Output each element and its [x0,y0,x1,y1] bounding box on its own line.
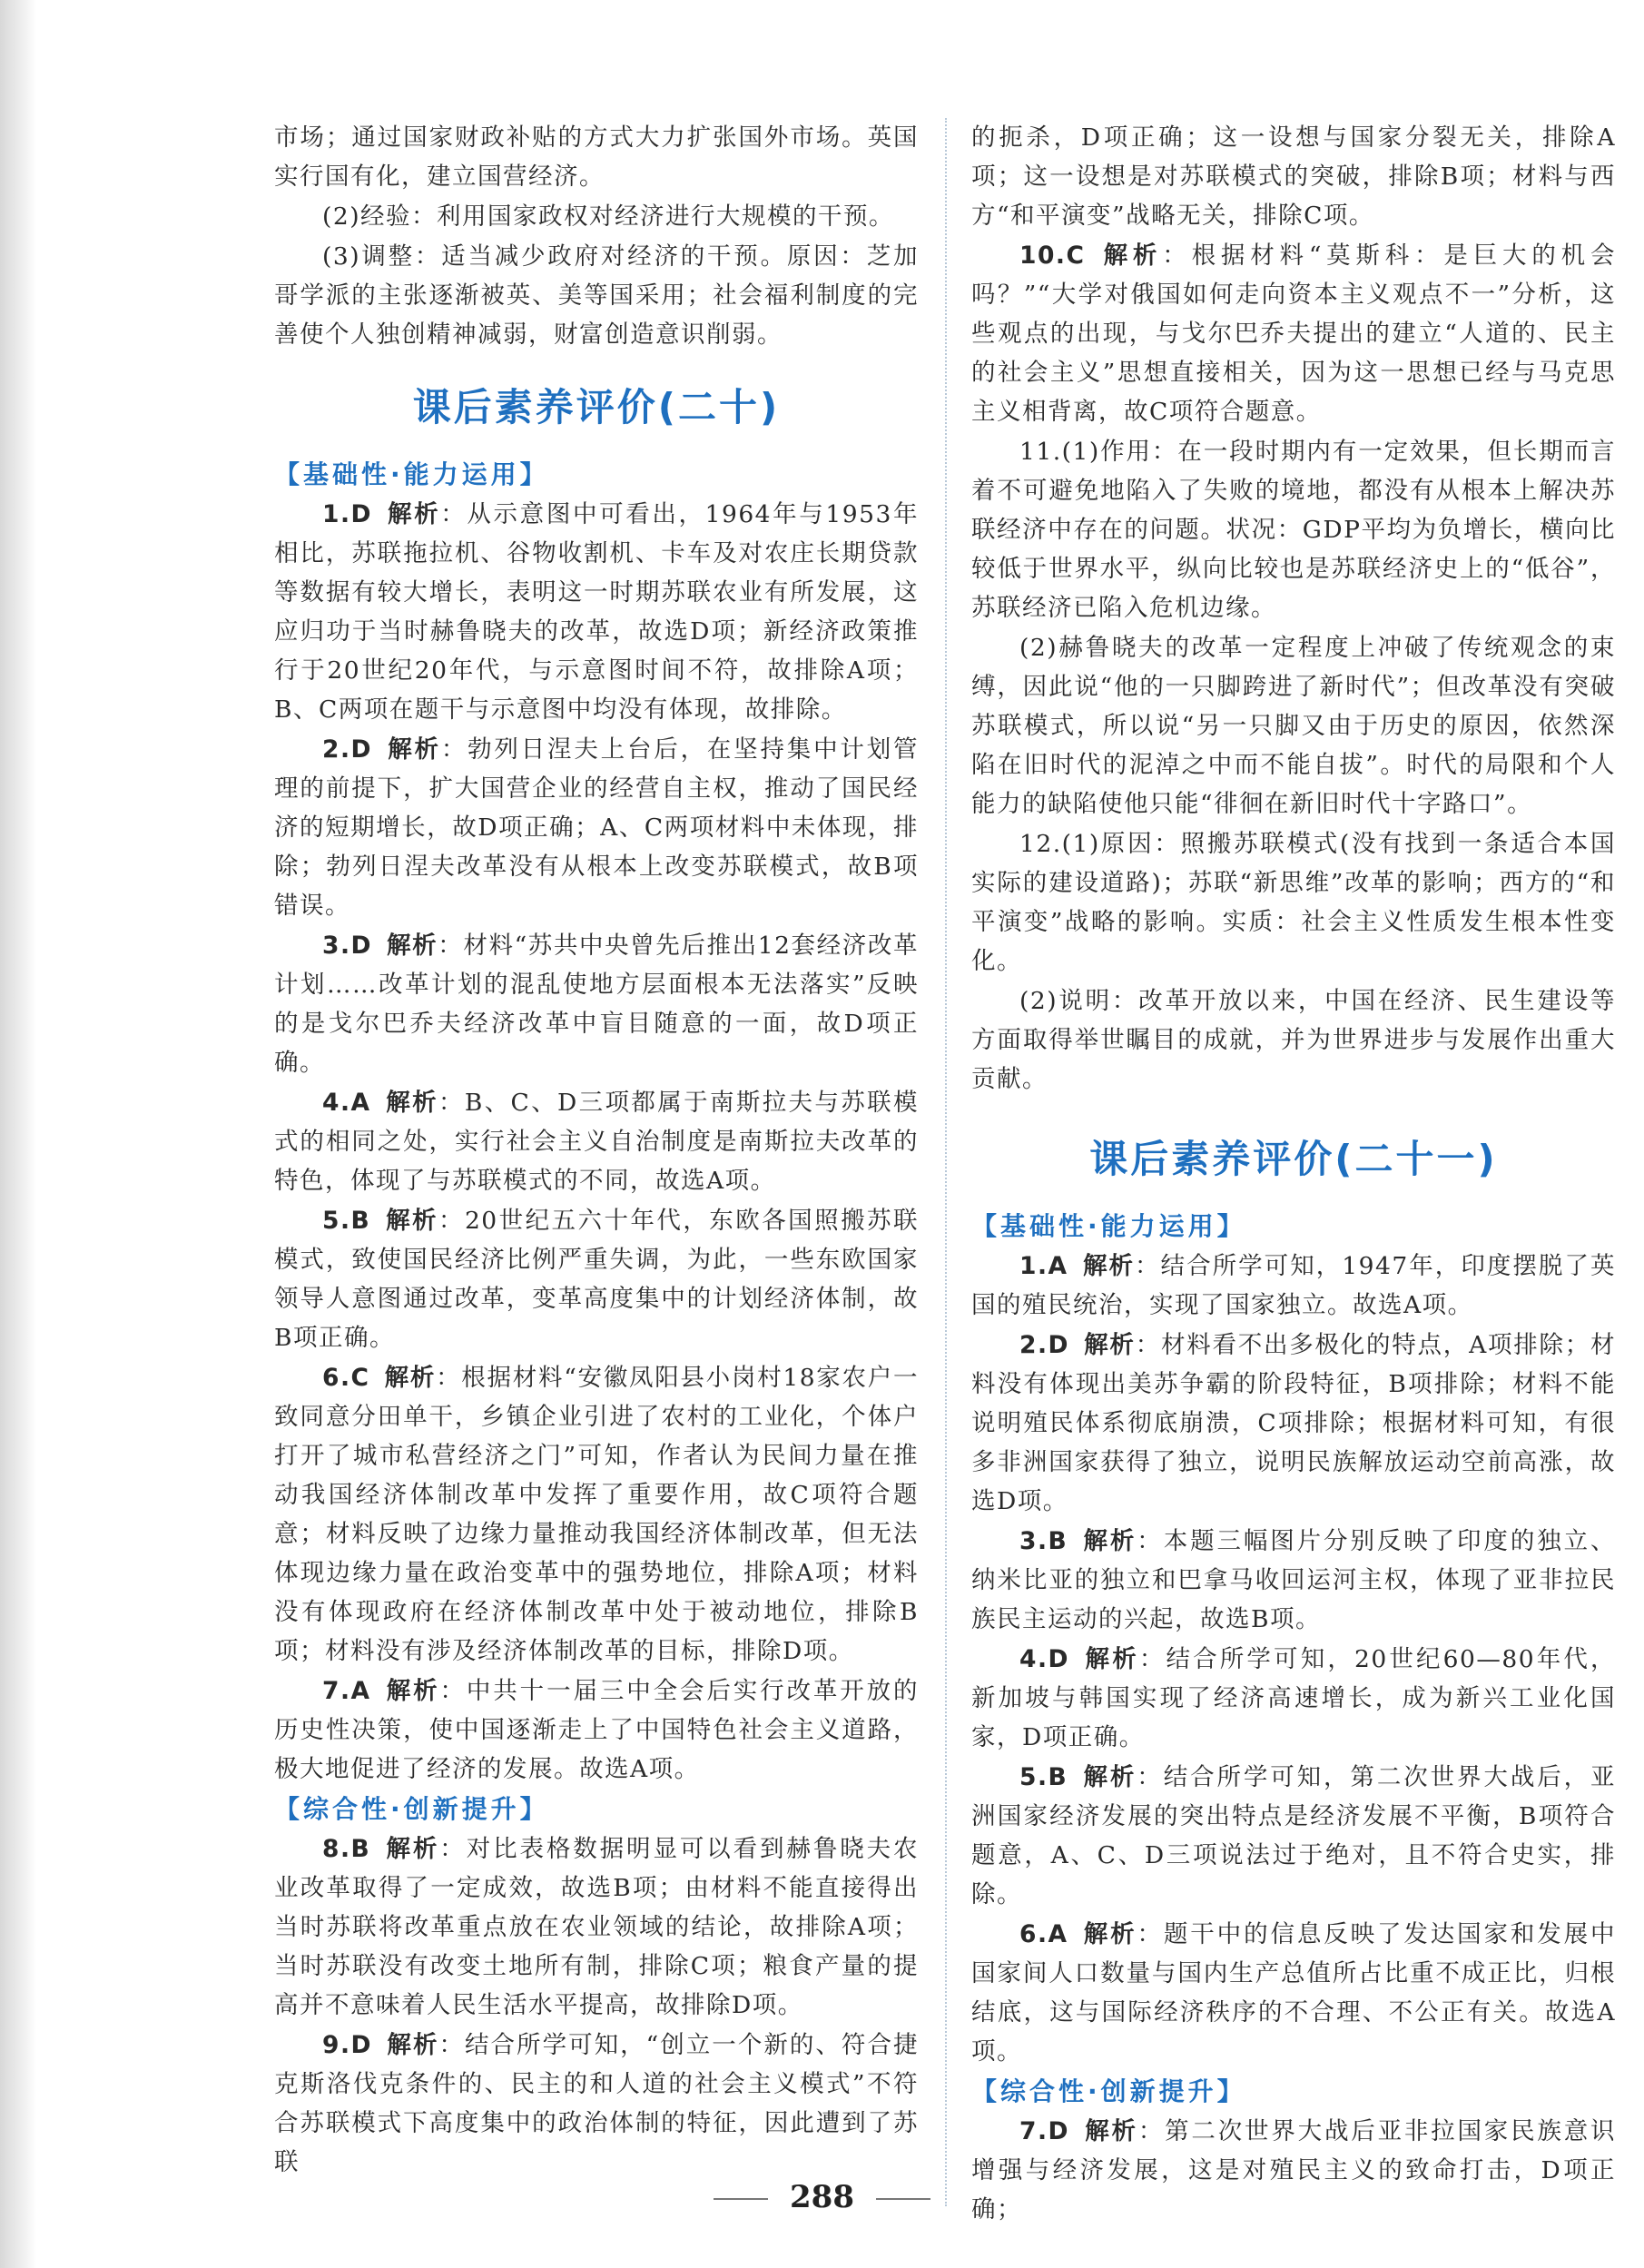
subsection-heading: 【综合性·创新提升】 [971,2076,1246,2106]
answer-paragraph: (2)赫鲁晓夫的改革一定程度上冲破了传统观念的束缚，因此说“他的一只脚跨进了新时代”；但改革没有突破苏联模式，所以说“另一只脚又由于历史的原因，依然深陷在旧时代的泥淖之中而不能自拔”。时代的局限和个人能力的缺陷使他只能“徘徊在新旧时代十字路口”。 [971,634,1616,818]
analysis-text: ：从示意图中可看出，1964年与1953年相比，苏联拖拉机、谷物收割机、卡车及对农庄长期贷款等数据有较大增长，表明这一时期苏联农业有所发展，这应归功于当时赫鲁晓夫的改革，故选D项；新经济政策推行于20世纪20年代，与示意图时间不符，故排除A项；B、C两项在题干与示意图中均没有体现，故排除。 [274,500,919,724]
answer-list [274,1829,919,2182]
analysis-label: 解析 [386,735,441,764]
analysis-label: 解析 [386,932,438,960]
analysis-text: ：结合所学可知，1947年，印度摆脱了英国的殖民统治，实现了国家独立。故选A项。 [971,1252,1616,1319]
analysis-text: ：勃列日涅夫上台后，在坚持集中计划管理的前提下，扩大国营企业的经营自主权，推动了国民经济的短期增长，故D项正确；A、C两项材料中未体现，排除；勃列日涅夫改革没有从根本上改变苏联模式，故B项错误。 [274,735,920,920]
analysis-text: ：材料“苏共中央曾先后推出12套经济改革计划……改革计划的混乱使地方层面根本无法落实”反映的是戈尔巴乔夫经济改革中盲目随意的一面，故D项正确。 [274,932,919,1077]
analysis-text: ：结合所学可知，第二次世界大战后，亚洲国家经济发展的突出特点是经济发展不平衡，B项符合题意，A、C、D三项说法过于绝对，且不符合史实，排除。 [971,1763,1617,1908]
answer-choice: 4.D [1019,1645,1070,1673]
answer-item [971,236,1616,431]
answer-choice: 10.C [1019,242,1086,270]
analysis-text: ：中共十一届三中全会后实行改革开放的历史性决策，使中国逐渐走上了中国特色社会主义道路，极大地促进了经济的发展。故选A项。 [274,1677,920,1783]
section-title: 课后素养评价(二十一) [1089,1137,1498,1181]
analysis-label: 解析 [1083,2117,1138,2145]
analysis-text: ：根据材料“安徽凤阳县小岗村18家农户一致同意分田单干，乡镇企业引进了农村的工业化，个体户打开了城市私营经济之门”可知，作者认为民间力量在推动我国经济体制改革中发挥了重要作用，故C项符合题意；材料反映了边缘力量推动我国经济体制改革，但无法体现边缘力量在政治变革中的强势地位，排除A项；材料没有体现政府在经济体制改革中处于被动地位，排除B项；材料没有涉及经济体制改革的目标，排除D项。 [274,1364,919,1665]
section-title: 课后素养评价(二十) [412,385,781,429]
subsection-heading: 【综合性·创新提升】 [274,1794,549,1824]
right-column [971,118,1616,2230]
analysis-label: 解析 [386,500,441,528]
answer-item [971,1522,1616,1639]
column-divider [945,118,947,2206]
footer-rule [714,2198,768,2200]
answer-choice: 1.A [1019,1252,1068,1280]
analysis-label: 解析 [1082,1920,1137,1948]
answer-paragraph: 12.(1)原因：照搬苏联模式(没有找到一条适合本国实际的建设道路)；苏联“新思维”改革的影响；西方的“和平演变”战略的影响。实质：社会主义性质发生根本性变化。 [971,830,1616,975]
analysis-label: 解析 [385,1677,440,1705]
subsection-heading: 【基础性·能力运用】 [971,1211,1246,1241]
analysis-label: 解析 [384,1364,437,1392]
analysis-label: 解析 [1082,1252,1136,1280]
analysis-label: 解析 [386,2031,439,2059]
answer-choice: 5.B [322,1207,371,1235]
page-edge-shadow [0,0,36,2268]
analysis-text: ：本题三幅图片分别反映了印度的独立、纳米比亚的独立和巴拿马收回运河主权，体现了亚非拉民族民主运动的兴起，故选B项。 [971,1527,1617,1633]
answer-choice: 4.A [322,1089,371,1117]
answer-item [274,1829,919,2025]
answer-paragraph: (2)说明：改革开放以来，中国在经济、民生建设等方面取得举世瞩目的成就，并为世界进步与发展作出重大贡献。 [971,987,1616,1093]
answer-item [971,1640,1616,1757]
answer-choice: 8.B [322,1835,371,1863]
answer-item [274,2026,919,2182]
answer-choice: 5.B [1019,1763,1068,1791]
answer-item [971,1247,1616,1325]
answer-item [971,1758,1616,1914]
answer-item [274,1671,919,1789]
answer-item [971,1326,1616,1521]
answer-choice: 7.A [322,1677,371,1705]
analysis-text: ：B、C、D三项都属于南斯拉夫与苏联模式的相同之处，实行社会主义自治制度是南斯拉夫改革的特色，体现了与苏联模式的不同，故选A项。 [274,1089,920,1195]
footer-rule [876,2198,930,2200]
page-number: 288 [790,2179,854,2215]
analysis-label: 解析 [1082,1763,1137,1791]
answer-choice: 1.D [322,500,373,528]
analysis-text: ：第二次世界大战后亚非拉国家民族意识增强与经济发展，这是对殖民主义的致命打击，D项正确； [971,2117,1617,2224]
answer-choice: 7.D [1019,2117,1070,2145]
intro-paragraph: (3)调整：适当减少政府对经济的干预。原因：芝加哥学派的主张逐渐被英、美等国采用；社会福利制度的完善使个人独创精神减弱，财富创造意识削弱。 [274,242,919,349]
analysis-text: ：20世纪五六十年代，东欧各国照搬苏联模式，致使国民经济比例严重失调，为此，一些东欧国家领导人意图通过改革，变革高度集中的计划经济体制，故B项正确。 [274,1207,919,1352]
answer-item [274,1201,919,1357]
analysis-text: ：结合所学可知，20世纪60—80年代，新加坡与韩国实现了经济高速增长，成为新兴工业化国家，D项正确。 [971,1645,1616,1751]
answer-item [274,1083,919,1200]
subsection-heading: 【基础性·能力运用】 [274,459,549,489]
analysis-label: 解析 [385,1089,438,1117]
analysis-text: ：题干中的信息反映了发达国家和发展中国家间人口数量与国内生产总值所占比重不成正比，归根结底，这与国际经济秩序的不合理、不公正有关。故选A项。 [971,1920,1617,2066]
page-footer [0,2179,1644,2215]
left-column [274,118,919,2183]
analysis-label: 解析 [1083,1331,1136,1359]
answer-list [971,236,1616,431]
answer-paragraph: 11.(1)作用：在一段时期内有一定效果，但长期而言着不可避免地陷入了失败的境地，都没有从根本上解决苏联经济中存在的问题。状况：GDP平均为负增长，横向比较低于世界水平，纵向比较也是苏联经济史上的“低谷”，苏联经济已陷入危机边缘。 [971,438,1616,622]
answer-choice: 3.D [322,932,373,960]
answer-choice: 6.A [1019,1920,1068,1948]
answer-choice: 6.C [322,1364,370,1392]
analysis-label: 解析 [1082,1527,1137,1555]
answer-choice: 2.D [322,735,373,764]
answer-choice: 9.D [322,2031,373,2059]
answer-item [274,495,919,729]
analysis-text: ：对比表格数据明显可以看到赫鲁晓夫农业改革取得了一定成效，故选B项；由材料不能直接得出当时苏联将改革重点放在农业领域的结论，故排除A项；当时苏联没有改变土地所有制，排除C项；粮食产量的提高并不意味着人民生活水平提高，故排除D项。 [274,1835,920,2019]
answer-item [971,1915,1616,2071]
analysis-text: ：根据材料“莫斯科：是巨大的机会吗？”“大学对俄国如何走向资本主义观点不一”分析，这些观点的出现，与戈尔巴乔夫提出的建立“人道的、民主的社会主义”思想直接相关，因为这一思想已经与马克思主义相背离，故C项符合题意。 [971,242,1616,426]
analysis-label: 解析 [1099,242,1163,270]
answer-item [274,730,919,925]
analysis-text: ：材料看不出多极化的特点，A项排除；材料没有体现出美苏争霸的阶段特征，B项排除；材料不能说明殖民体系彻底崩溃，C项排除；根据材料可知，有很多非洲国家获得了独立，说明民族解放运动空前高涨，故选D项。 [971,1331,1616,1515]
answer-list [971,1247,1616,2071]
answer-item [274,1358,919,1671]
answer-choice: 3.B [1019,1527,1068,1555]
analysis-label: 解析 [1083,1645,1139,1673]
answer-choice: 2.D [1019,1331,1070,1359]
answer-list [274,495,919,1789]
analysis-label: 解析 [385,1207,438,1235]
intro-paragraph: 市场；通过国家财政补贴的方式大力扩张国外市场。英国实行国有化，建立国营经济。 [274,123,919,191]
answer-continuation: 的扼杀，D项正确；这一设想与国家分裂无关，排除A项；这一设想是对苏联模式的突破，排除B项；材料与西方“和平演变”战略无关，排除C项。 [971,123,1616,230]
analysis-label: 解析 [385,1835,440,1863]
analysis-text: ：结合所学可知，“创立一个新的、符合捷克斯洛伐克条件的、民主的和人道的社会主义模式”不符合苏联模式下高度集中的政治体制的特征，因此遭到了苏联 [274,2031,919,2176]
answer-item [274,926,919,1082]
intro-paragraph: (2)经验：利用国家政权对经济进行大规模的干预。 [322,202,895,231]
